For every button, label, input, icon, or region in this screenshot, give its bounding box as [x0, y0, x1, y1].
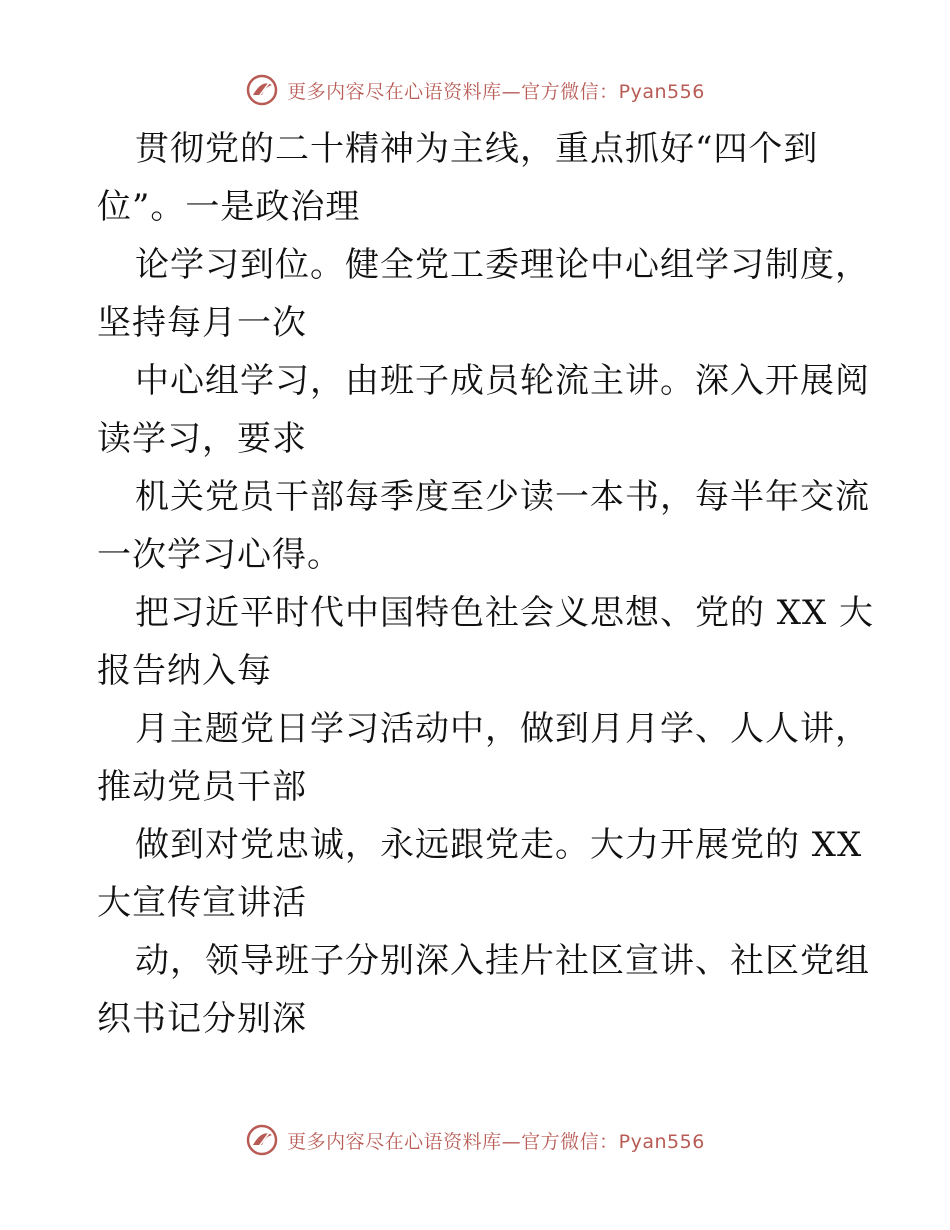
- paragraph: [97, 584, 875, 700]
- paragraph-line: 一次学习心得。: [97, 535, 342, 575]
- paragraph-line: 把习近平时代中国特色社会义思想、党的 XX 大: [135, 593, 875, 633]
- paragraph-line: 月主题党日学习活动中，做到月月学、人人讲，: [135, 709, 870, 749]
- paragraph-line: 推动党员干部: [97, 767, 307, 807]
- document-body: [97, 120, 875, 1048]
- paragraph-line: 动，领导班子分别深入挂片社区宣讲、社区党组: [135, 941, 870, 981]
- logo-icon: [245, 73, 279, 107]
- paragraph-line: 做到对党忠诚，永远跟党走。大力开展党的 XX: [135, 825, 863, 865]
- paragraph: [97, 236, 870, 352]
- paragraph-line: 读学习，要求: [97, 419, 307, 459]
- paragraph-line: 位”。一是政治理: [97, 187, 361, 227]
- paragraph-line: 织书记分别深: [97, 999, 307, 1039]
- paragraph: [97, 352, 870, 468]
- paragraph-line: 论学习到位。健全党工委理论中心组学习制度，: [135, 245, 870, 285]
- paragraph: [97, 468, 870, 584]
- logo-icon: [245, 1123, 279, 1157]
- paragraph: [97, 120, 857, 236]
- paragraph-line: 机关党员干部每季度至少读一本书，每半年交流: [135, 477, 870, 517]
- paragraph-line: 报告纳入每: [97, 651, 272, 691]
- paragraph-line: 贯彻党的二十精神为主线，重点抓好“四个到: [135, 129, 819, 169]
- footer-watermark: [0, 1120, 950, 1160]
- paragraph: [97, 700, 870, 816]
- paragraph: [97, 816, 863, 932]
- paragraph-line: 大宣传宣讲活: [97, 883, 307, 923]
- header-watermark: [0, 70, 950, 110]
- watermark-text: 更多内容尽在心语资料库—官方微信：Pyan556: [287, 1130, 705, 1153]
- paragraph-line: 坚持每月一次: [97, 303, 307, 343]
- watermark-text: 更多内容尽在心语资料库—官方微信：Pyan556: [287, 80, 705, 103]
- paragraph-line: 中心组学习，由班子成员轮流主讲。深入开展阅: [135, 361, 870, 401]
- paragraph: [97, 932, 870, 1048]
